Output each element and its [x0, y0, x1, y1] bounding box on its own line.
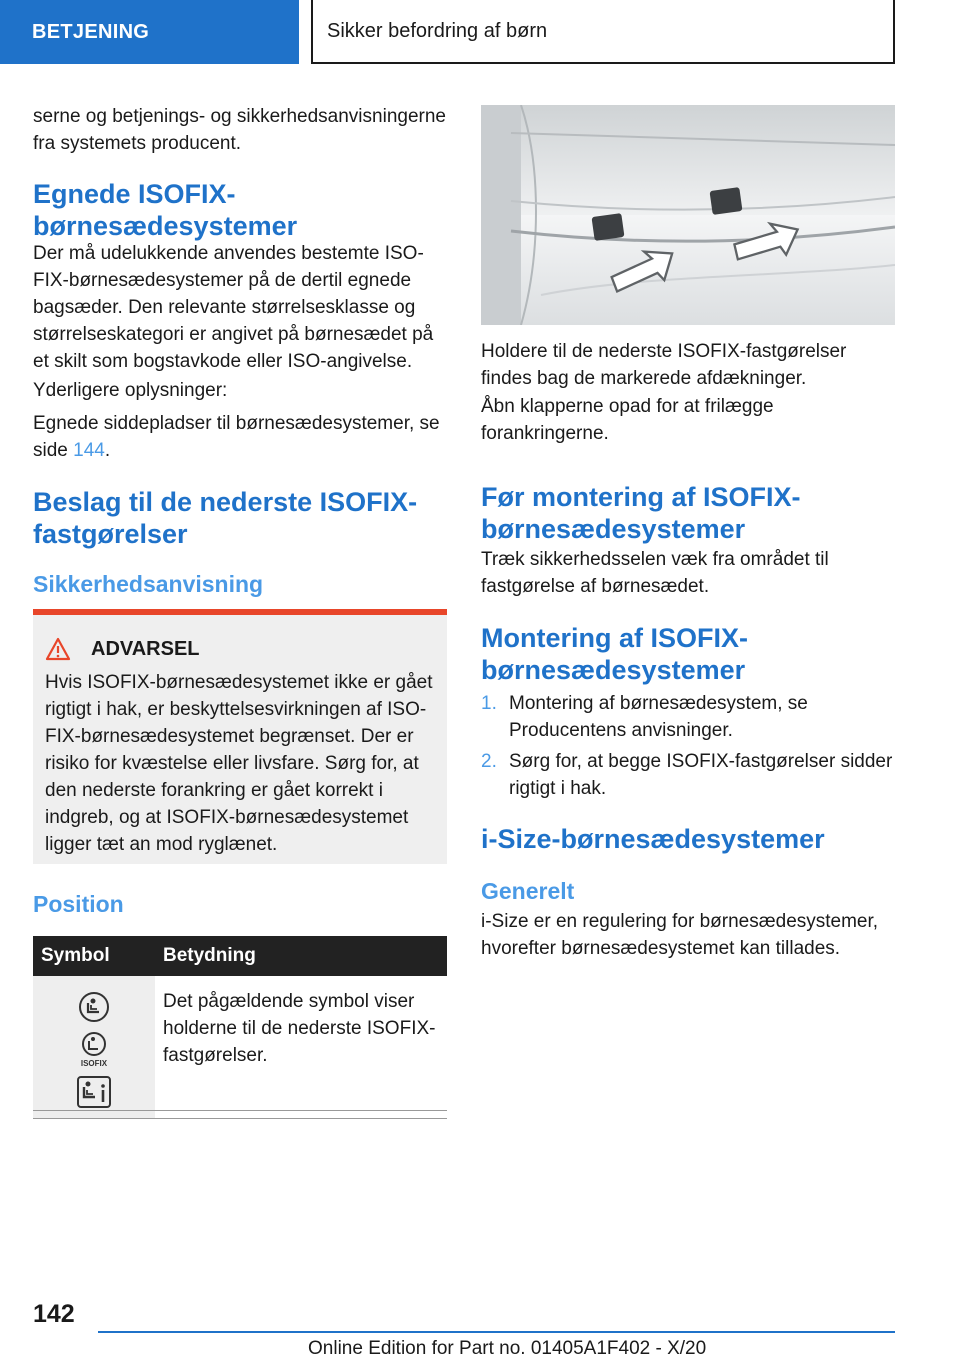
chapter-header: [311, 0, 895, 64]
step-number: 2.: [481, 751, 497, 772]
child-seat-info-icon: [77, 1076, 111, 1108]
warning-box: [33, 609, 447, 864]
heading-general: Generelt: [481, 878, 575, 904]
general-text: i-Size er en regulering for børnesædesystemer, hvorefter børnesædesystemet kan tillades.: [481, 911, 879, 959]
warning-text: Hvis ISOFIX-børnesædesystemet ikke er gået rigtigt i hak, er beskyttelsesvirkningen af ISO-FIX-børnesædesystemet begrænset. Der er risiko for kvæstelse eller livsfare. Sørg for, at den nederste forankring er gået korrekt i indgreb, og at ISOFIX-børnesædesystemet ligger tæt an mod ryglænet.: [45, 672, 433, 855]
photo-caption-2: Åbn klapperne opad for at frilægge forankringerne.: [481, 396, 774, 444]
heading-line: børnesædesystemer: [33, 211, 298, 241]
warning-title: ADVARSEL: [91, 637, 200, 660]
page-link[interactable]: 144: [73, 440, 105, 461]
footer-rule: [98, 1331, 895, 1333]
isofix-label: ISOFIX: [80, 1059, 108, 1068]
heading-isize: i-Size-børnesædesystemer: [481, 824, 825, 854]
seats-text-suffix: .: [104, 440, 111, 461]
before-mounting-text: Træk sikkerhedsselen væk fra området til fastgørelse af børnesædet.: [481, 549, 829, 597]
heading-line: Beslag til de nederste ISOFIX-: [33, 487, 418, 517]
rear-seat-illustration: [481, 105, 895, 325]
intro-text: serne og betjenings- og sikkerhedsanvisningerne fra systemets producent.: [33, 106, 446, 154]
heading-line: fastgørelser: [33, 519, 188, 549]
heading-suitable-isofix: [33, 178, 447, 242]
step-text: Montering af børnesædesystem, se Producentens anvisninger.: [509, 693, 808, 741]
table-row: [33, 976, 447, 1119]
isofix-photo: [481, 105, 895, 325]
seats-text-prefix: Egnede siddepladser til børnesædesystemer, se side: [33, 413, 440, 461]
page-number: 142: [33, 1300, 75, 1328]
chapter-title: Sikker befordring af børn: [327, 19, 548, 42]
seats-text: [33, 410, 447, 464]
col-symbol-header: Symbol: [33, 936, 155, 976]
isofix-icon: [77, 1030, 111, 1068]
heading-mounts: [33, 486, 447, 550]
list-item: [481, 748, 895, 802]
suitable-text: Der må udelukkende anvendes bestemte ISO-FIX-børnesædesystemer på de dertil egnede bagsæder. Den relevante størrelsesklasse og størrelseskategori er angivet på børnesædet på et skilt som bogstavkode eller ISO-angivelse.: [33, 243, 434, 372]
meaning-cell: Det pågældende symbol viser holderne til de nederste ISOFIX-fastgørelser.: [163, 991, 436, 1066]
step-text: Sørg for, at begge ISOFIX-fastgørelser sidder rigtigt i hak.: [509, 751, 893, 799]
section-title: BETJENING: [32, 20, 150, 43]
heading-position: Position: [33, 891, 124, 917]
heading-mounting: [481, 622, 895, 686]
child-seat-icon: [77, 990, 111, 1024]
heading-before-mounting: [481, 481, 895, 545]
footer-edition: Online Edition for Part no. 01405A1F402 - X/20: [308, 1338, 707, 1359]
list-item: [481, 690, 895, 744]
warning-icon: [45, 637, 71, 661]
heading-safety: Sikkerhedsanvisning: [33, 571, 264, 597]
table-bottom-rule: [33, 1110, 447, 1111]
symbol-cell: [33, 976, 155, 1119]
col-meaning-header: Betydning: [155, 936, 447, 976]
heading-line: børnesædesystemer: [481, 655, 746, 685]
mounting-steps: [481, 690, 895, 806]
symbol-table: [33, 936, 447, 1119]
more-info-text: Yderligere oplysninger:: [33, 380, 228, 401]
heading-line: Før montering af ISOFIX-: [481, 482, 801, 512]
section-tab: [0, 0, 299, 64]
warning-title-row: [45, 637, 435, 661]
step-number: 1.: [481, 693, 497, 714]
heading-line: Montering af ISOFIX-: [481, 623, 748, 653]
photo-caption-1: Holdere til de nederste ISOFIX-fastgørelser findes bag de markerede afdækninger.: [481, 341, 847, 389]
heading-line: Egnede ISOFIX-: [33, 179, 236, 209]
heading-line: børnesædesystemer: [481, 514, 746, 544]
table-header-row: [33, 936, 447, 976]
